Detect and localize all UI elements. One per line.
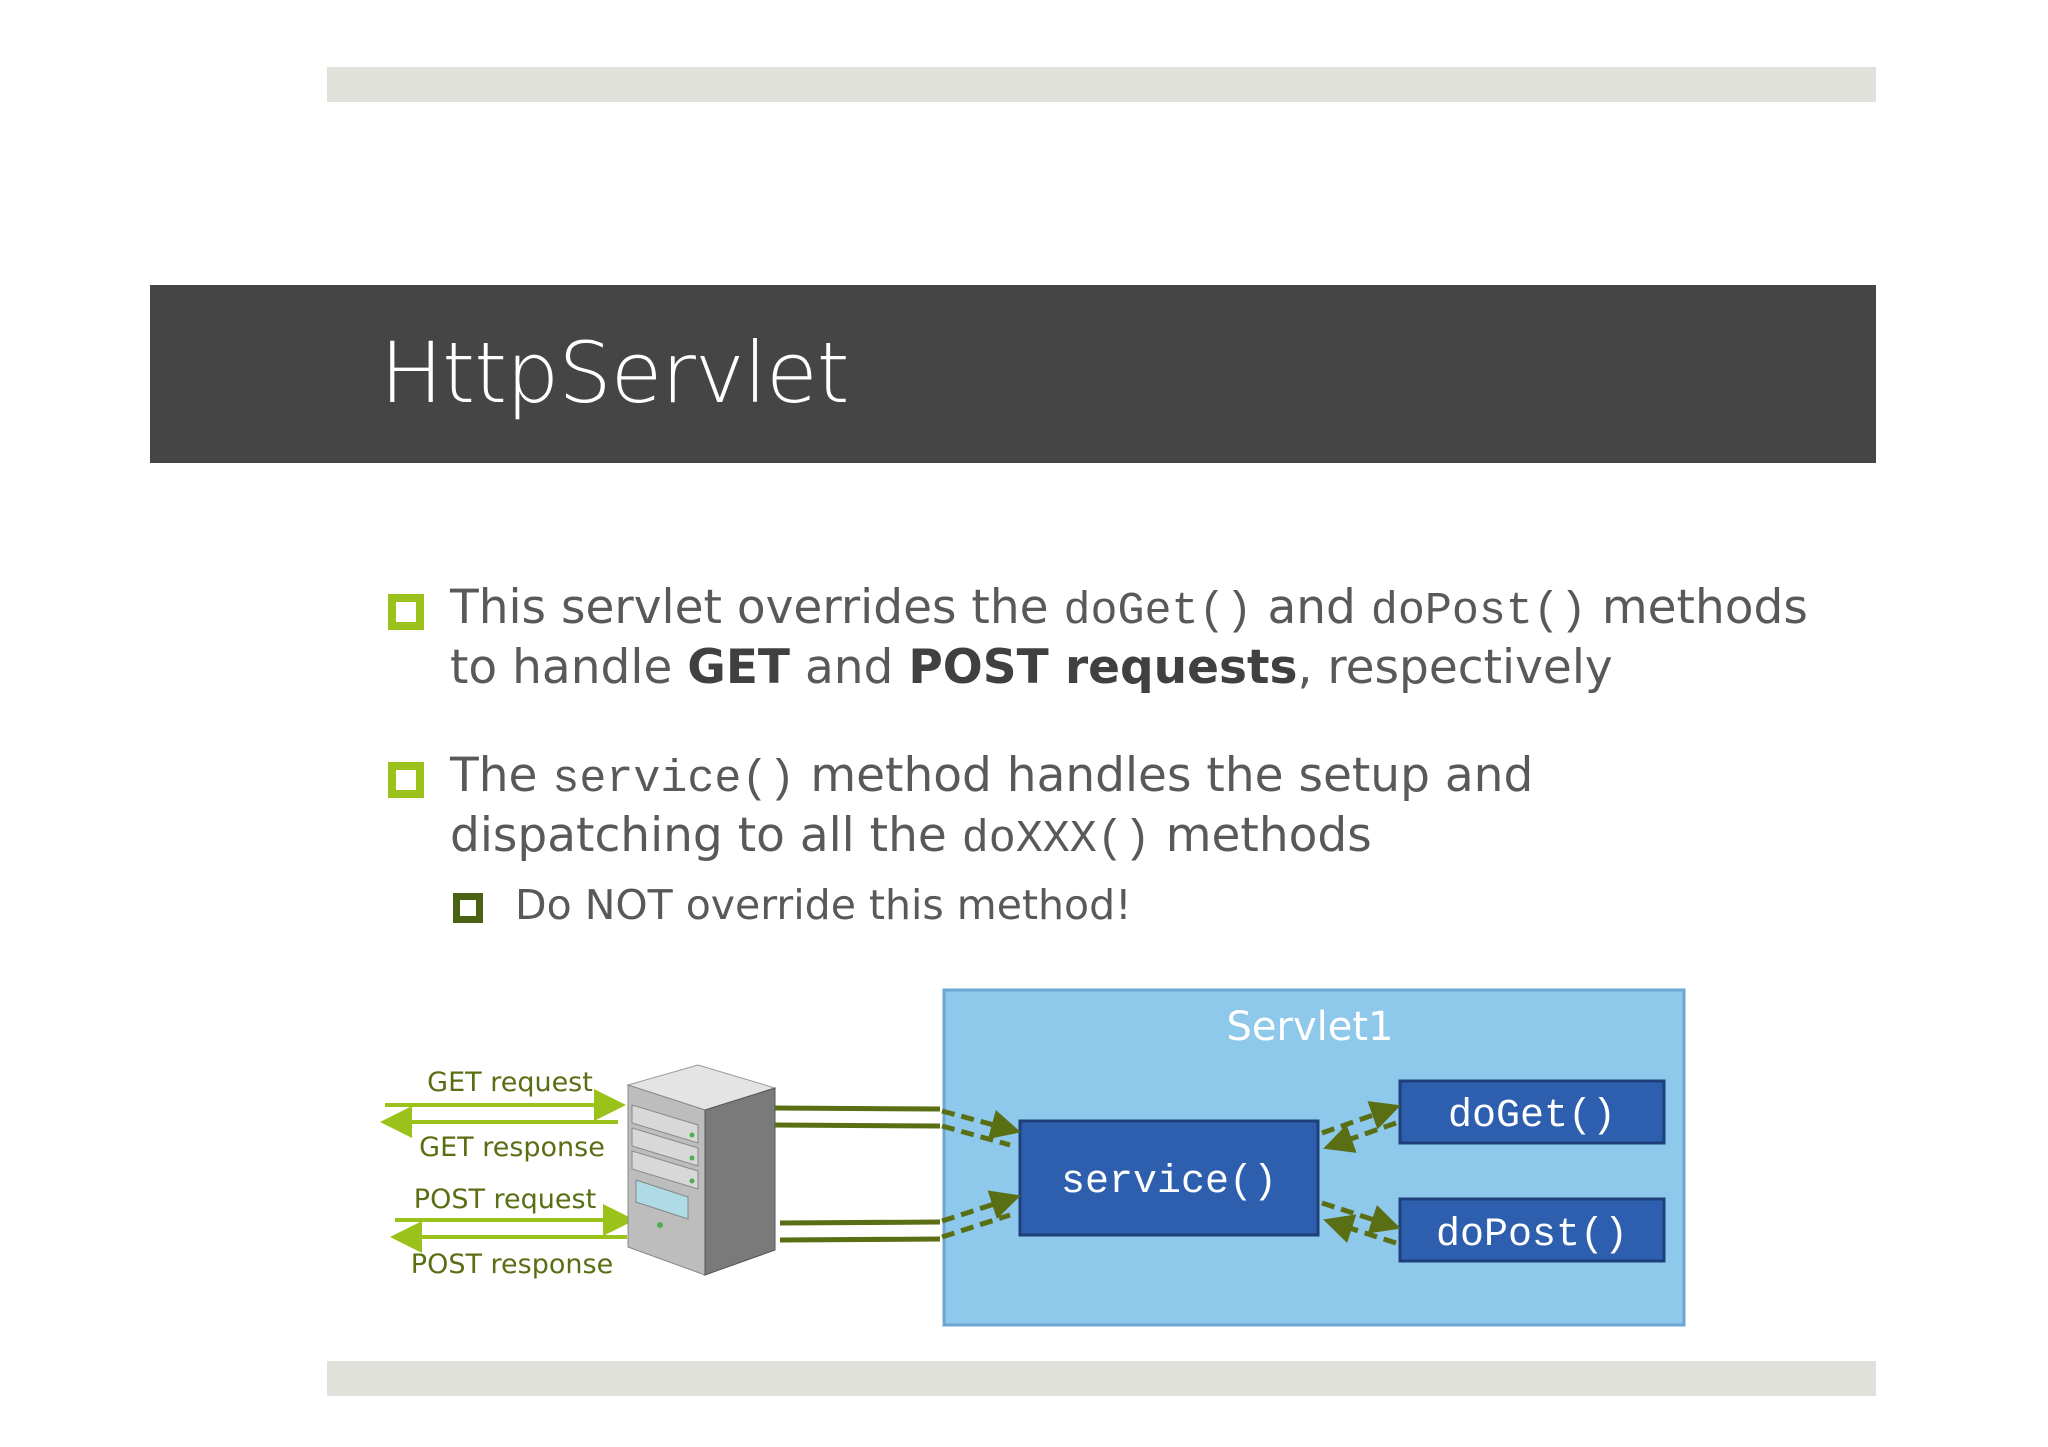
- get-response-label: GET response: [419, 1132, 605, 1163]
- text-span: , respectively: [1297, 640, 1613, 695]
- bullet-marker-icon: [388, 594, 424, 630]
- get-request-label: GET request: [427, 1067, 593, 1098]
- sub-bullet-text: Do NOT override this method!: [515, 881, 1132, 929]
- service-label: service(): [1060, 1160, 1278, 1205]
- code-doget: doGet(): [1063, 586, 1253, 637]
- top-decor-band: [327, 67, 1876, 102]
- text-span: methods: [1586, 580, 1808, 635]
- text-span: The: [450, 748, 553, 803]
- server-icon: [628, 1065, 775, 1275]
- text-span: method handles the setup and: [795, 748, 1534, 803]
- title-bar: [150, 285, 1876, 463]
- text-span: dispatching to all the: [450, 808, 962, 863]
- post-request-label: POST request: [413, 1184, 597, 1215]
- servlet-diagram: [370, 985, 1700, 1335]
- bullet-2-line-1: [450, 746, 1533, 810]
- bold-get: GET: [687, 640, 790, 695]
- doget-label: doGet(): [1447, 1094, 1617, 1139]
- code-doxxx: doXXX(): [961, 814, 1151, 865]
- slide-title: HttpServlet: [380, 324, 849, 422]
- text-span: This servlet overrides the: [450, 580, 1064, 635]
- text-span: and: [790, 640, 909, 695]
- text-span: methods: [1150, 808, 1372, 863]
- bullet-marker-icon: [388, 762, 424, 798]
- post-response-label: POST response: [410, 1249, 614, 1280]
- bullet-2-line-2: [450, 806, 1372, 870]
- code-service: service(): [552, 754, 796, 805]
- code-dopost: doPost(): [1370, 586, 1587, 637]
- text-span: to handle: [450, 640, 688, 695]
- connection-lines: [775, 1108, 940, 1240]
- servlet-label: Servlet1: [1226, 1004, 1394, 1050]
- bottom-decor-band: [327, 1361, 1876, 1396]
- text-span: and: [1252, 580, 1371, 635]
- bullet-1-line-2: [450, 638, 1613, 698]
- bullet-1-line-1: [450, 578, 1808, 642]
- sub-bullet-marker-icon: [453, 893, 483, 923]
- bold-post-requests: POST requests: [908, 640, 1298, 695]
- dopost-label: doPost(): [1435, 1213, 1629, 1258]
